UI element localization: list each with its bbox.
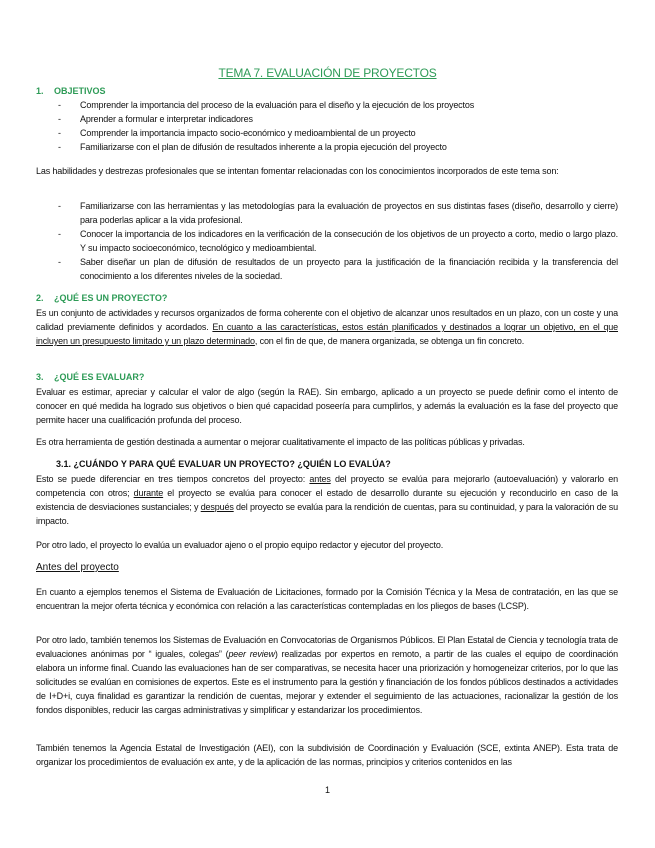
underlined-text: antes [309, 474, 331, 484]
objective-item: - Comprender la importancia impacto socio-económico y medioambiental de un proyecto [58, 128, 416, 138]
skill-item: - Conocer la importancia de los indicadores en la verificación de la consecución de los objetivos de un proyecto a corto, medio o largo plazo. Y su impacto socioeconómico, tecnológico y medioambiental. [58, 229, 618, 253]
skill-item: - Saber diseñar un plan de difusión de resultados de un proyecto para la justificación de la financiación recibida y la transferencia del conocimiento a los diferentes niveles de la sociedad. [58, 257, 618, 281]
skills-intro-paragraph: Las habilidades y destrezas profesionales que se intentan fomentar relacionadas con los conocimientos incorporados de este tema son: [36, 166, 559, 176]
section-number: 1. [36, 86, 44, 96]
subsection-heading: 3.1. ¿CUÁNDO Y PARA QUÉ EVALUAR UN PROYECTO? ¿QUIÉN LO EVALÚA? [56, 459, 391, 469]
objective-item: - Familiarizarse con el plan de difusión de resultados inherente a la propia ejecución del proyecto [58, 142, 447, 152]
when-evaluate-paragraph: Esto se puede diferenciar en tres tiempos concretos del proyecto: antes del proyecto se evalúa para mejorarlo (autoevaluación) y valorarlo en competencia con otros; durante el proyecto se evalúa para conocer el estado de desarrollo durante su ejecución y reconducirlo en caso de la existencia de desviaciones sustanciales; y después del proyecto se evalúa para la rendición de cuentas, para su continuidad, y para la valoración de su impacto. [36, 474, 618, 526]
who-evaluates-paragraph: Por otro lado, el proyecto lo evalúa un evaluador ajeno o el propio equipo redactor y ejecutor del proyecto. [36, 540, 444, 550]
skill-item: - Familiarizarse con las herramientas y las metodologías para la evaluación de proyectos en sus distintas fases (diseño, desarrollo y cierre) para poderlas aplicar a la vida profesional. [58, 201, 618, 225]
objective-item: - Comprender la importancia del proceso de la evaluación para el diseño y la ejecución de los proyectos [58, 100, 475, 110]
page-number: 1 [324, 785, 330, 795]
section-proyecto-heading [36, 293, 167, 303]
project-definition-paragraph: Es un conjunto de actividades y recursos organizados de forma coherente con el objetivo de alcanzar unos resultados en un plazo, con un coste y una calidad previamente definidos y acordados. En cuanto a las características, estos están planificados y destinados a lograr un objetivo, en el que incluyen un presupuesto limitado y un plazo determinado, con el fin de que, de manera organizada, se obtenga un fin concreto. [36, 308, 619, 346]
underlined-text: después [200, 502, 234, 512]
evaluar-paragraph-2: Es otra herramienta de gestión destinada a aumentar o mejorar cualitativamente el impacto de las políticas públicas y privadas. [36, 437, 525, 447]
underlined-text: En cuanto a las características, estos están planificados y destinados a lograr un objetivo, en el que incluyen un presupuesto limitado y un plazo determinado [36, 322, 619, 346]
italic-text: peer review [228, 649, 275, 659]
section-label: ¿QUÉ ES EVALUAR? [54, 372, 145, 382]
antes-paragraph-2: Por otro lado, también tenemos los Sistemas de Evaluación en Convocatorias de Organismos Públicos. El Plan Estatal de Ciencia y tecnología trata de evaluaciones anónimas por “ iguales, colegas” (peer review) realizadas por expertos en remoto, a partir de las cuales el equipo de coordinación elabora un informe final. Cuando las evaluaciones han de ser comparativas, se necesita hacer una priorización y homogeneizar criterios, por lo que las solicitudes se evalúan en comisiones de expertos. Este es el instrumento para la gestión y financiación de los fondos públicos destinados a actividades de I+D+i, cuya finalidad es garantizar la rendición de cuentas, mejorar y extender el seguimiento de las actuaciones, racionalizar la gestión de los fondos disponibles, reducir las cargas administrativas y simplificar y estandarizar los procedimientos. [36, 635, 618, 715]
section-number: 3. [36, 372, 44, 382]
section-number: 2. [36, 293, 44, 303]
evaluar-paragraph-1: Evaluar es estimar, apreciar y calcular el valor de algo (según la RAE). Sin embargo, aplicado a un proyecto se puede definir como el intento de conocer en qué medida ha logrado sus objetivos o bien qué capacidad poseería para cumplirlos, y además la evaluación es la fase del proyecto que permite hacer una cualificación profunda del proceso. [36, 387, 618, 425]
section-label: OBJETIVOS [54, 86, 106, 96]
antes-paragraph-3: También tenemos la Agencia Estatal de Investigación (AEI), con la subdivisión de Coordinación y Evaluación (SCE, extinta ANEP). Esta trata de organizar los procedimientos de evaluación ex ante, y de la aplicación de las normas, principios y criterios contenidos en las [36, 743, 618, 767]
section-evaluar-heading [36, 372, 144, 382]
section-label: ¿QUÉ ES UN PROYECTO? [54, 293, 168, 303]
section-objetivos-heading [36, 86, 106, 96]
antes-heading: Antes del proyecto [36, 562, 119, 573]
underlined-text: durante [133, 488, 164, 498]
antes-paragraph-1: En cuanto a ejemplos tenemos el Sistema de Evaluación de Licitaciones, formado por la Comisión Técnica y la Mesa de contratación, en las que se encuentran la mejor oferta técnica y económica con relación a las características contempladas en los pliegos de bases (LCSP). [36, 587, 618, 611]
objective-item: - Aprender a formular e interpretar indicadores [58, 114, 253, 124]
document-title: TEMA 7. EVALUACIÓN DE PROYECTOS [218, 66, 437, 80]
